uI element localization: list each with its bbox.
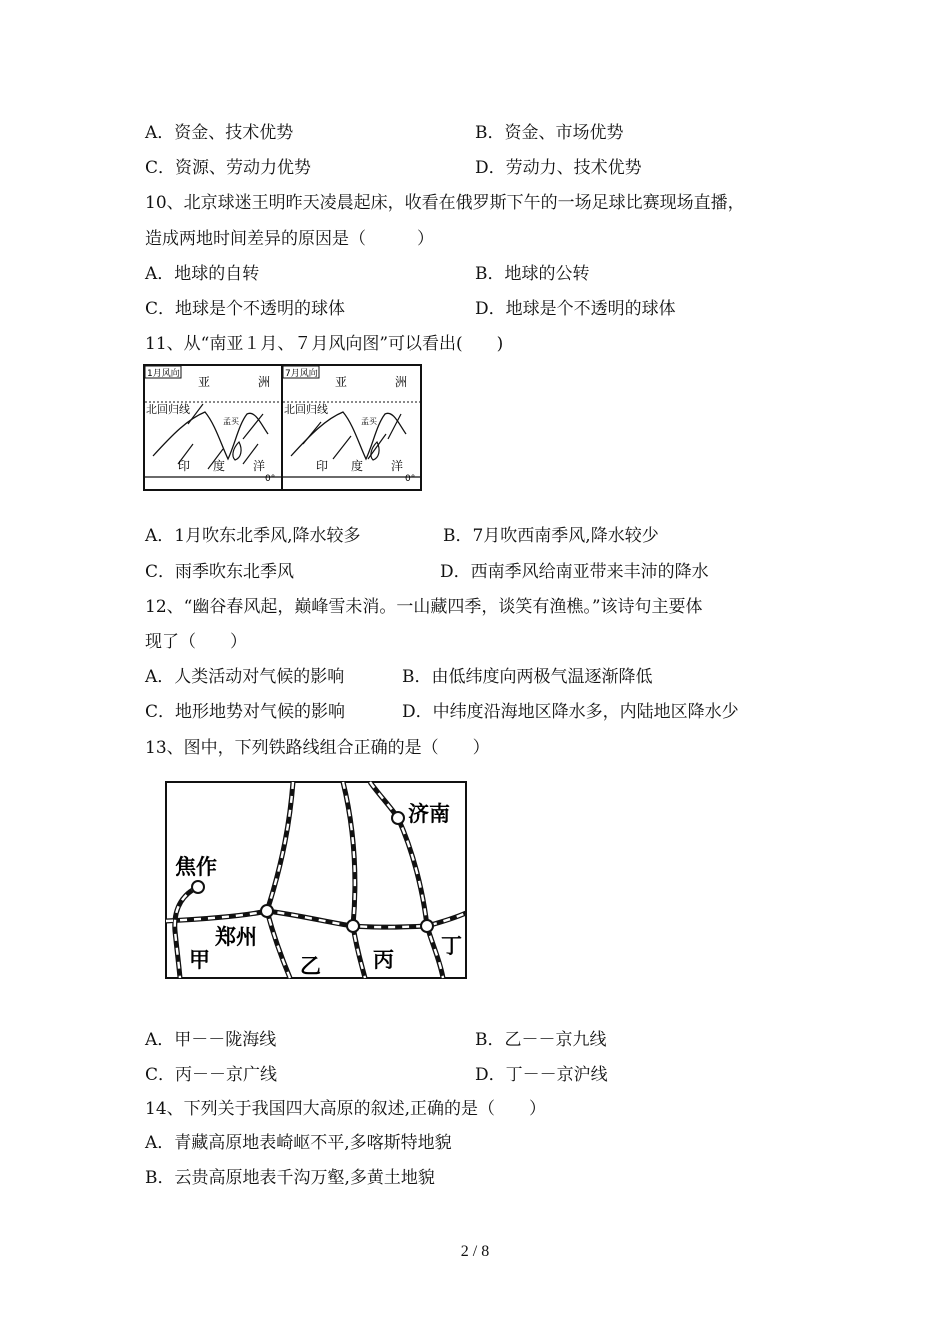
q10-stem-line1: 10、北京球迷王明昨天凌晨起床，收看在俄罗斯下午的一场足球比赛现场直播， (145, 193, 745, 213)
q13-option-d: D．丁－－京沪线 (475, 1065, 608, 1085)
zhengzhou-label: 郑州 (215, 925, 257, 949)
railway-bing-label: 丙 (373, 948, 394, 972)
q9-option-c: C．资源、劳动力优势 (145, 158, 312, 178)
svg-text:洋: 洋 (253, 459, 266, 473)
svg-text:洲: 洲 (258, 375, 271, 389)
svg-text:0°: 0° (265, 474, 276, 484)
svg-text:北回归线: 北回归线 (146, 403, 190, 416)
page-number: 2 / 8 (460, 1243, 490, 1260)
q13-option-c: C．丙－－京广线 (145, 1065, 278, 1085)
svg-text:孟买: 孟买 (361, 417, 377, 426)
railway-jia-label: 甲 (189, 948, 210, 972)
railway-yi-label: 乙 (300, 954, 321, 978)
q10-option-d: D．地球是个不透明的球体 (475, 299, 676, 319)
svg-text:度: 度 (213, 459, 226, 473)
q9-option-a: A．资金、技术优势 (145, 123, 294, 143)
q9-option-b: B．资金、市场优势 (475, 123, 624, 143)
q10-option-a: A．地球的自转 (145, 264, 260, 284)
q13-stem: 13、图中，下列铁路线组合正确的是（ ） (145, 738, 490, 758)
q9-option-d: D．劳动力、技术优势 (475, 158, 642, 178)
q14-option-a: A．青藏高原地表崎岖不平,多喀斯特地貌 (145, 1133, 452, 1153)
q11-stem: 11、从“南亚１月、７月风向图”可以看出( ) (145, 334, 504, 354)
svg-text:北回归线: 北回归线 (284, 403, 328, 416)
q11-option-a: A．1月吹东北季风,降水较多 (145, 526, 361, 546)
q10-option-c: C．地球是个不透明的球体 (145, 299, 346, 319)
railway-map (165, 781, 467, 979)
svg-text:洲: 洲 (395, 375, 408, 389)
svg-text:印: 印 (178, 459, 191, 473)
svg-text:孟买: 孟买 (223, 417, 239, 426)
q13-option-b: B．乙－－京九线 (475, 1030, 607, 1050)
svg-text:0°: 0° (405, 474, 416, 484)
svg-text:亚: 亚 (335, 375, 348, 389)
svg-text:度: 度 (351, 459, 364, 473)
south-asia-wind-map (143, 364, 423, 492)
jinan-label: 济南 (408, 802, 450, 826)
q12-option-a: A．人类活动对气候的影响 (145, 667, 345, 687)
q12-option-c: C．地形地势对气候的影响 (145, 702, 346, 722)
q12-stem-line2: 现了（ ） (145, 632, 247, 652)
svg-text:洋: 洋 (391, 459, 404, 473)
q10-stem-line2: 造成两地时间差异的原因是（ ） (145, 229, 434, 249)
svg-text:印: 印 (316, 459, 329, 473)
q12-option-d: D．中纬度沿海地区降水多，内陆地区降水少 (402, 702, 739, 722)
jan-wind-title: 1月风向 (147, 369, 180, 379)
q11-option-c: C．雨季吹东北季风 (145, 562, 295, 582)
q14-stem: 14、下列关于我国四大高原的叙述,正确的是（ ） (145, 1099, 547, 1119)
q11-option-d: D．西南季风给南亚带来丰沛的降水 (440, 562, 709, 582)
q13-option-a: A．甲－－陇海线 (145, 1030, 277, 1050)
svg-text:亚: 亚 (198, 375, 211, 389)
q12-option-b: B．由低纬度向两极气温逐渐降低 (402, 667, 653, 687)
q11-option-b: B．7月吹西南季风,降水较少 (443, 526, 659, 546)
q10-option-b: B．地球的公转 (475, 264, 590, 284)
q14-option-b: B．云贵高原地表千沟万壑,多黄土地貌 (145, 1168, 435, 1188)
railway-ding-label: 丁 (441, 934, 462, 958)
jul-wind-title: 7月风向 (285, 369, 318, 379)
jiaozuo-label: 焦作 (175, 855, 217, 879)
q12-stem-line1: 12、“幽谷春风起，巅峰雪未消。一山藏四季，谈笑有渔樵。”该诗句主要体 (145, 597, 703, 617)
